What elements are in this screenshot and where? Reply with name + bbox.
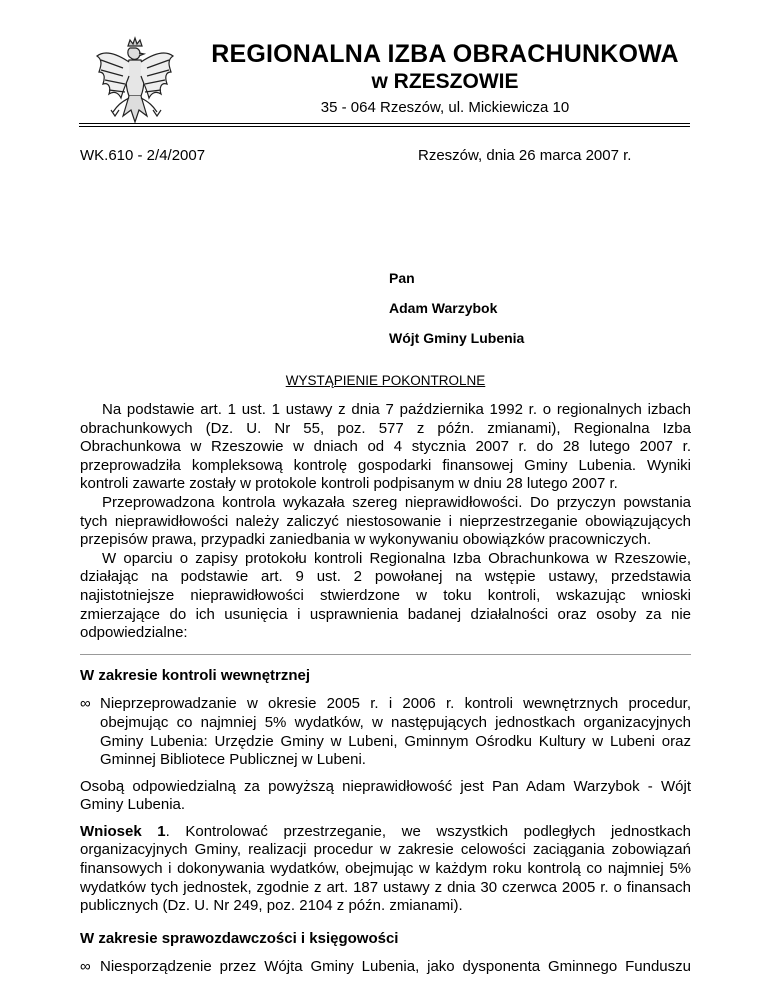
finding-text: Niesporządzenie przez Wójta Gminy Lubenia, jako dysponenta Gminnego Funduszu [100, 958, 691, 976]
motion-text: . Kontrolować przestrzeganie, we wszystkich podległych jednostkach organizacyjnych Gminy, realizacji procedur w zakresie celowości zaciągania zobowiązań finansowych i dokonywania wydatków, obejmując w każdym roku kontrolą co najmniej 5% wydatków tych jednostek, zgodnie z art. 187 ustawy z dnia 30 czerwca 2005 r. o finansach publicznych (Dz. U. Nr 249, poz. 2104 z późn. zmianami). [80, 822, 691, 915]
bullet-symbol: ∞ [80, 958, 91, 976]
motion-label: Wniosek 1 [80, 822, 166, 840]
motion-paragraph [80, 823, 691, 916]
finding-item [80, 695, 691, 769]
institution-city: w RZESZOWIE [371, 70, 519, 93]
eagle-emblem-icon [93, 36, 177, 136]
section-heading: W zakresie kontroli wewnętrznej [80, 666, 311, 684]
recipient-salutation: Pan [389, 270, 415, 286]
document-body [80, 401, 691, 977]
reference-number: WK.610 - 2/4/2007 [80, 147, 206, 164]
header-divider [79, 123, 690, 124]
intro-paragraph: W oparciu o zapisy protokołu kontroli Regionalna Izba Obrachunkowa w Rzeszowie, działając na podstawie art. 9 ust. 2 powołanej na wstępie ustawy, przedstawia najistotniejsze nieprawidłowości stwierdzone w toku kontroli, wskazując wnioski zmierzające do ich usunięcia i usprawnienia badanej działalności oraz osoby za nie odpowiedzialne: [80, 549, 691, 642]
place-date: Rzeszów, dnia 26 marca 2007 r. [418, 147, 632, 164]
bullet-symbol: ∞ [80, 695, 91, 713]
finding-item [80, 958, 691, 977]
responsible-person: Osobą odpowiedzialną za powyższą nieprawidłowość jest Pan Adam Warzybok - Wójt Gminy Lubenia. [80, 777, 691, 814]
finding-text: Nieprzeprowadzanie w okresie 2005 r. i 2006 r. kontroli wewnętrznych procedur, obejmując co najmniej 5% wydatków, w następujących jednostkach organizacyjnych Gminy Lubenia: Urzędzie Gminy w Lubeni, Gminnym Ośrodku Kultury w Lubeni oraz Gminnej Bibliotece Publicznej w Lubeni. [100, 695, 691, 769]
document-title: WYSTĄPIENIE POKONTROLNE [285, 373, 486, 388]
header-divider [79, 126, 690, 127]
recipient-title: Wójt Gminy Lubenia [389, 330, 525, 346]
institution-address: 35 - 064 Rzeszów, ul. Mickiewicza 10 [320, 99, 570, 116]
section-divider [80, 654, 691, 655]
intro-paragraph: Przeprowadzona kontrola wykazała szereg nieprawidłowości. Do przyczyn powstania tych nieprawidłowości należy zaliczyć niestosowanie i nieprzestrzeganie obowiązujących przepisów prawa, przypadki zaniedbania w wykonywaniu obowiązków pracowniczych. [80, 493, 691, 549]
recipient-name: Adam Warzybok [389, 300, 498, 316]
intro-paragraph: Na podstawie art. 1 ust. 1 ustawy z dnia 7 października 1992 r. o regionalnych izbach obrachunkowych (Dz. U. Nr 55, poz. 577 z późn. zmianami), Regionalna Izba Obrachunkowa w Rzeszowie w dniach od 4 stycznia 2007 r. do 28 lutego 2007 r. przeprowadziła kompleksową kontrolę gospodarki finansowej Gminy Lubenia. Wyniki kontroli zawarte zostały w protokole kontroli podpisanym w dniu 28 lutego 2007 r. [80, 401, 691, 493]
section-heading: W zakresie sprawozdawczości i księgowości [80, 929, 399, 947]
institution-name: REGIONALNA IZBA OBRACHUNKOWA [211, 40, 679, 68]
